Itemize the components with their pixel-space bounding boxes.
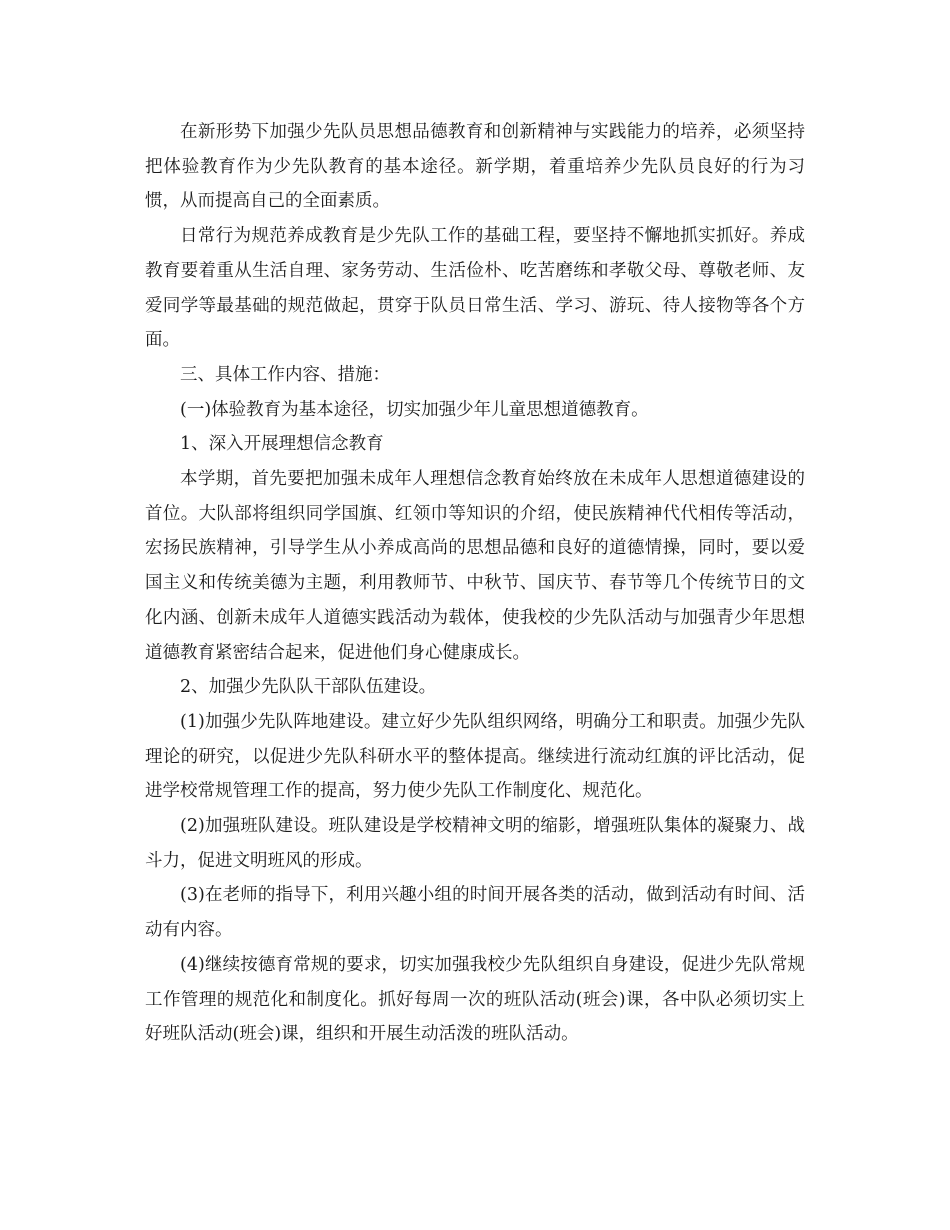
item-heading-2: 2、加强少先队队干部队伍建设。	[180, 677, 437, 698]
paragraph-item-3: (3)在老师的指导下，利用兴趣小组的时间开展各类的活动，做到活动有时间、活动有内容。	[145, 885, 805, 941]
paragraph-2: 日常行为规范养成教育是少先队工作的基础工程，要坚持不懈地抓实抓好。养成教育要着重从生活自理、家务劳动、生活俭朴、吃苦磨练和孝敬父母、尊敬老师、友爱同学等最基础的规范做起，贯穿于队员日常生活、学习、游玩、待人接物等各个方面。	[145, 226, 805, 351]
paragraph-item-1: (1)加强少先队阵地建设。建立好少先队组织网络，明确分工和职责。加强少先队理论的研究，以促进少先队科研水平的整体提高。继续进行流动红旗的评比活动，促进学校常规管理工作的提高，努力使少先队工作制度化、规范化。	[145, 711, 805, 802]
paragraph-item-4: (4)继续按德育常规的要求，切实加强我校少先队组织自身建设，促进少先队常规工作管理的规范化和制度化。抓好每周一次的班队活动(班会)课，各中队必须切实上好班队活动(班会)课，组织和开展生动活泼的班队活动。	[145, 954, 805, 1045]
paragraph-item-2: (2)加强班队建设。班队建设是学校精神文明的缩影，增强班队集体的凝聚力、战斗力，促进文明班风的形成。	[145, 816, 805, 871]
paragraph-1: 在新形势下加强少先队员思想品德教育和创新精神与实践能力的培养，必须坚持把体验教育作为少先队教育的基本途径。新学期，着重培养少先队员良好的行为习惯，从而提高自己的全面素质。	[145, 122, 805, 212]
document-body	[145, 115, 805, 1052]
subsection-heading-1: (一)体验教育为基本途径，切实加强少年儿童思想道德教育。	[180, 399, 649, 420]
paragraph-ideals-education: 本学期，首先要把加强未成年人理想信念教育始终放在未成年人思想道德建设的首位。大队部将组织同学国旗、红领巾等知识的介绍，使民族精神代代相传等活动，宏扬民族精神，引导学生从小养成高尚的思想品德和良好的道德情操，同时，要以爱国主义和传统美德为主题，利用教师节、中秋节、国庆节、春节等几个传统节日的文化内涵、创新未成年人道德实践活动为载体，使我校的少先队活动与加强青少年思想道德教育紧密结合起来，促进他们身心健康成长。	[145, 469, 805, 663]
item-heading-1: 1、深入开展理想信念教育	[180, 434, 384, 455]
section-heading-3: 三、具体工作内容、措施：	[180, 364, 390, 385]
